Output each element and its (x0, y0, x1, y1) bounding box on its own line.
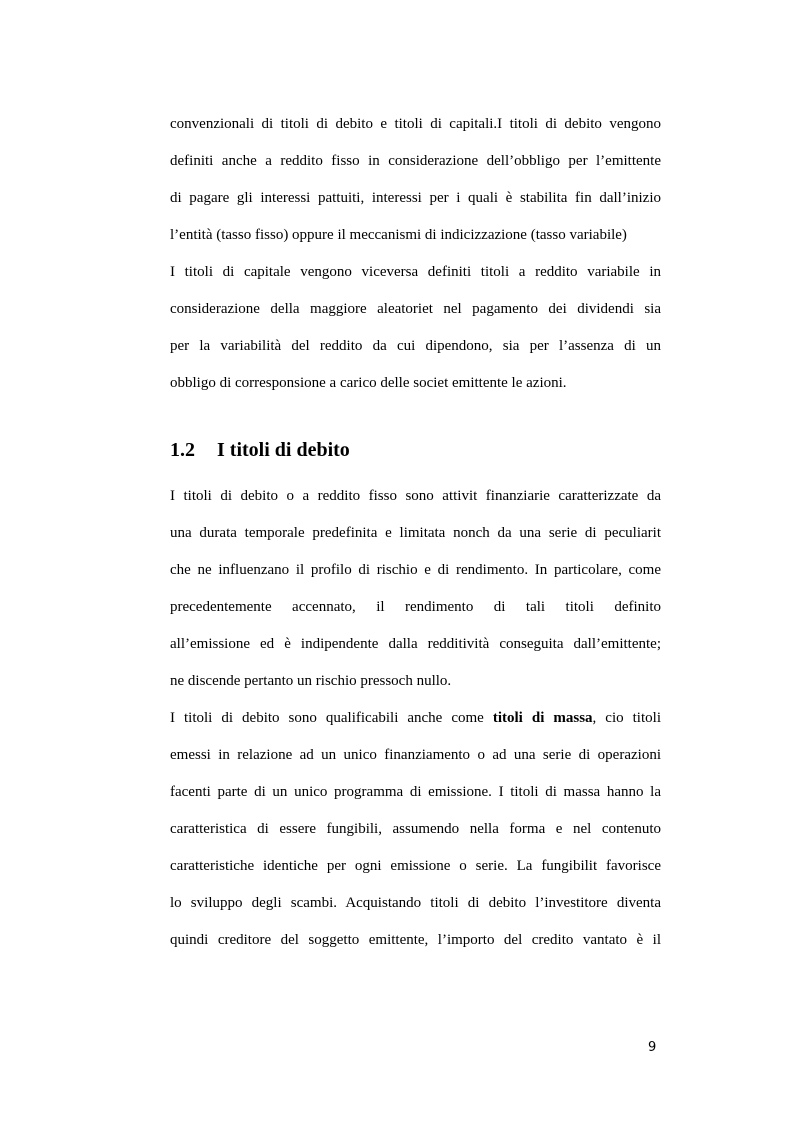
text-line: caratteristica di essere fungibili, assumendo nella forma e nel contenuto (170, 821, 661, 837)
paragraph-2 (170, 259, 661, 407)
text-line: ne discende pertanto un rischio pressoch nullo. (170, 673, 452, 689)
paragraph-4 (170, 705, 661, 964)
text-line: I titoli di debito o a reddito fisso sono attivit finanziarie caratterizzate da (170, 488, 661, 504)
text-line: che ne influenzano il profilo di rischio e di rendimento. In particolare, come (170, 562, 661, 578)
bold-term: titoli di massa (492, 710, 593, 726)
text-line: I titoli di capitale vengono viceversa definiti titoli a reddito variabile in (170, 264, 661, 280)
text-line: caratteristiche identiche per ogni emissione o serie. La fungibilit favorisce (170, 858, 661, 874)
paragraph-1 (170, 111, 661, 259)
text-line: obbligo di corresponsione a carico delle societ emittente le azioni. (170, 375, 567, 391)
section-number: 1.2 (170, 439, 195, 461)
section-heading (170, 437, 661, 483)
paragraph-3 (170, 483, 661, 705)
text-line: emessi in relazione ad un unico finanziamento o ad una serie di operazioni (170, 747, 661, 763)
text-line: definiti anche a reddito fisso in considerazione dell’obbligo per l’emittente (170, 153, 661, 169)
text-line: facenti parte di un unico programma di emissione. I titoli di massa hanno la (170, 784, 661, 800)
text-line: lo sviluppo degli scambi. Acquistando titoli di debito l’investitore diventa (170, 895, 661, 911)
text-line: una durata temporale predefinita e limitata nonch da una serie di peculiarit (170, 525, 661, 541)
page-number: 9 (648, 1040, 657, 1055)
text-line (170, 705, 661, 742)
text-line: di pagare gli interessi pattuiti, interessi per i quali è stabilita fin dall’inizio (170, 190, 661, 206)
text-line: convenzionali di titoli di debito e titoli di capitali.I titoli di debito vengono (170, 116, 661, 132)
section-title: I titoli di debito (217, 439, 350, 461)
text-line: precedentemente accennato, il rendimento di tali titoli definito (170, 599, 661, 615)
page-body (170, 111, 661, 964)
text-line: all’emissione ed è indipendente dalla redditività conseguita dall’emittente; (170, 636, 661, 652)
text-line: quindi creditore del soggetto emittente, l’importo del credito vantato è il (170, 932, 661, 948)
text-line: per la variabilità del reddito da cui dipendono, sia per l’assenza di un (170, 338, 661, 354)
text-run: , cio titoli (592, 710, 661, 726)
text-run: I titoli di debito sono qualificabili anche come (170, 710, 493, 726)
text-line: considerazione della maggiore aleatoriet nel pagamento dei dividendi sia (170, 301, 661, 317)
text-line: l’entità (tasso fisso) oppure il meccanismi di indicizzazione (tasso variabile) (170, 227, 627, 243)
